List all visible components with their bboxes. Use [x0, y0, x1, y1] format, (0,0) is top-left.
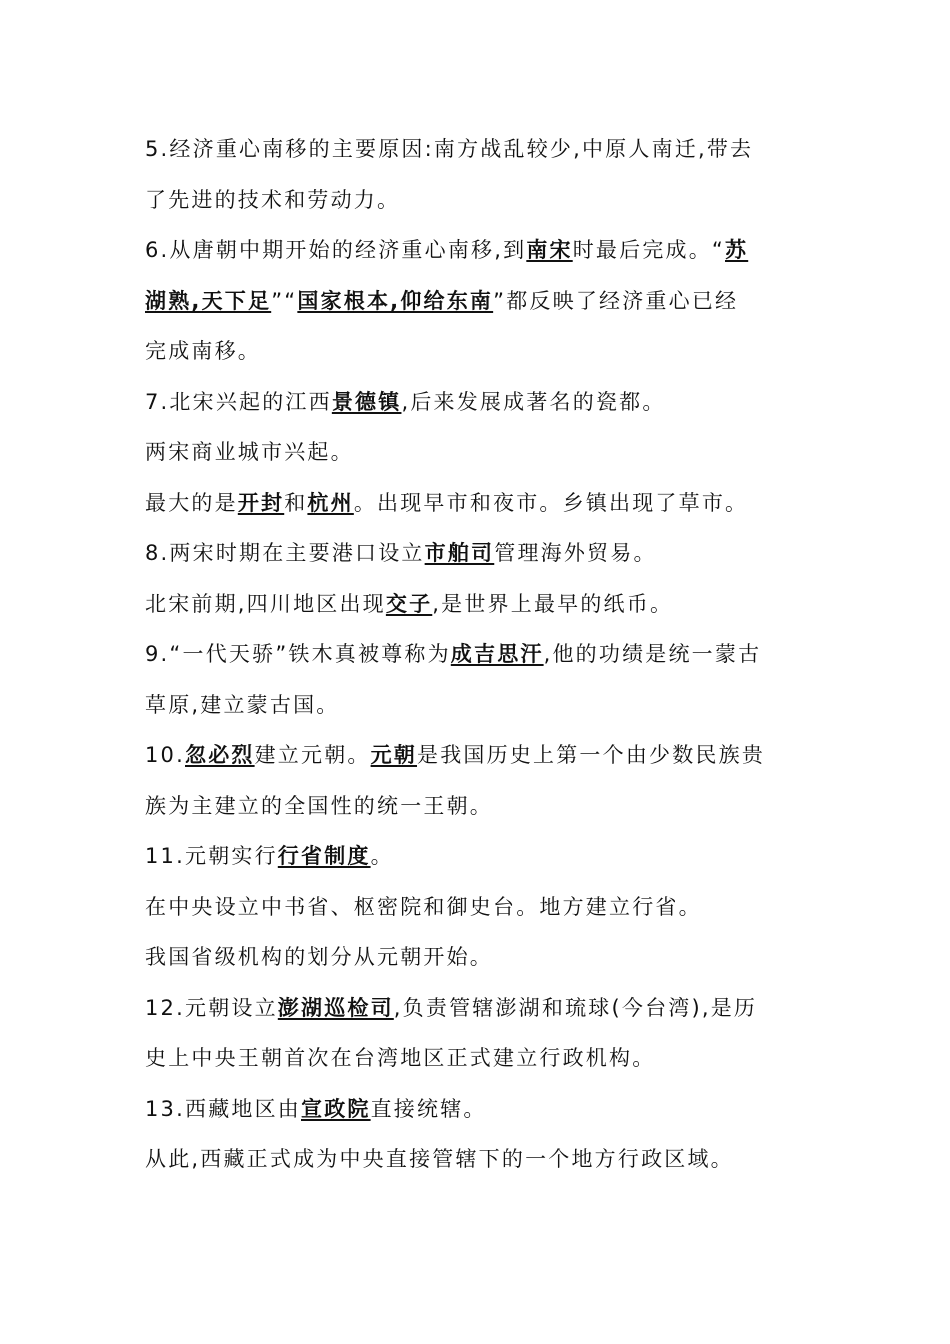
text-segment: 管理海外贸易。	[494, 541, 657, 565]
text-segment: 从此,西藏正式成为中央直接管辖下的一个地方行政区域。	[145, 1147, 734, 1171]
text-segment: 了先进的技术和劳动力。	[145, 187, 401, 212]
text-line	[145, 1088, 810, 1139]
text-segment: 12.元朝设立	[145, 995, 278, 1020]
keyword-highlight: 交子	[385, 591, 433, 616]
text-segment: ”都反映了经济重心已经	[493, 288, 739, 313]
text-segment: 6.从唐朝中期开始的经济重心南移,到	[145, 238, 527, 262]
document-page	[145, 128, 810, 1189]
text-segment: ,他的功绩是统一蒙古	[543, 642, 762, 666]
text-line	[145, 229, 810, 280]
text-line	[145, 633, 810, 684]
keyword-highlight: 忽必烈	[185, 743, 255, 767]
keyword-highlight: 澎湖巡检司	[277, 995, 394, 1020]
text-line	[145, 280, 810, 331]
text-line	[145, 886, 810, 937]
text-segment: 建立元朝。	[254, 743, 371, 767]
text-line	[145, 179, 810, 230]
text-segment: ”“	[271, 288, 298, 313]
text-segment: 北宋前期,四川地区出现	[145, 591, 386, 616]
text-line	[145, 583, 810, 634]
keyword-highlight: 景德镇	[331, 389, 402, 414]
text-segment: 史上中央王朝首次在台湾地区正式建立行政机构。	[145, 1046, 656, 1070]
keyword-highlight: 元朝	[370, 743, 418, 767]
text-line	[145, 734, 810, 785]
text-line	[145, 1138, 810, 1189]
text-segment: 8.两宋时期在主要港口设立	[145, 541, 425, 565]
keyword-highlight: 行省制度	[277, 844, 371, 868]
text-line	[145, 835, 810, 886]
text-segment: 在中央设立中书省、枢密院和御史台。地方建立行省。	[145, 894, 702, 919]
text-segment: 10.	[145, 743, 185, 767]
text-line	[145, 1037, 810, 1088]
text-segment: ,后来发展成著名的瓷都。	[401, 389, 666, 414]
text-segment: 11.元朝实行	[145, 844, 278, 868]
text-segment: 是我国历史上第一个由少数民族贵	[417, 743, 766, 767]
text-line	[145, 684, 810, 735]
keyword-highlight: 国家根本,仰给东南	[297, 288, 494, 313]
text-segment: ,是世界上最早的纸币。	[432, 591, 674, 616]
text-line	[145, 987, 810, 1038]
text-segment: 9.“一代天骄”铁木真被尊称为	[145, 642, 451, 666]
text-segment: 和	[284, 490, 308, 515]
keyword-highlight: 苏	[725, 238, 749, 262]
keyword-highlight: 湖熟,天下足	[145, 288, 272, 313]
text-line	[145, 330, 810, 381]
keyword-highlight: 开封	[237, 490, 285, 515]
keyword-highlight: 南宋	[526, 238, 573, 262]
text-segment: 我国省级机构的划分从元朝开始。	[145, 945, 493, 969]
keyword-highlight: 杭州	[307, 490, 354, 515]
text-line	[145, 431, 810, 482]
keyword-highlight: 宣政院	[301, 1096, 371, 1121]
text-segment: 直接统辖。	[370, 1096, 487, 1121]
text-segment: 。	[370, 844, 394, 868]
text-line	[145, 482, 810, 533]
text-segment: 完成南移。	[145, 339, 261, 363]
keyword-highlight: 市舶司	[424, 541, 495, 565]
text-segment: 7.北宋兴起的江西	[145, 389, 332, 414]
keyword-highlight: 成吉思汗	[450, 642, 544, 666]
text-line	[145, 128, 810, 179]
text-segment: 草原,建立蒙古国。	[145, 692, 340, 717]
text-segment: 两宋商业城市兴起。	[145, 440, 354, 464]
text-line	[145, 381, 810, 432]
text-line	[145, 936, 810, 987]
text-segment: 族为主建立的全国性的统一王朝。	[145, 793, 493, 818]
text-segment: 5.经济重心南移的主要原因:南方战乱较少,中原人南迁,带去	[145, 137, 754, 161]
text-segment: 时最后完成。“	[572, 238, 725, 262]
text-line	[145, 532, 810, 583]
text-segment: 最大的是	[145, 490, 238, 515]
text-segment: ,负责管辖澎湖和琉球(今台湾),是历	[393, 995, 758, 1020]
text-segment: 13.西藏地区由	[145, 1096, 301, 1121]
text-segment: 。出现早市和夜市。乡镇出现了草市。	[353, 490, 749, 515]
text-line	[145, 785, 810, 836]
